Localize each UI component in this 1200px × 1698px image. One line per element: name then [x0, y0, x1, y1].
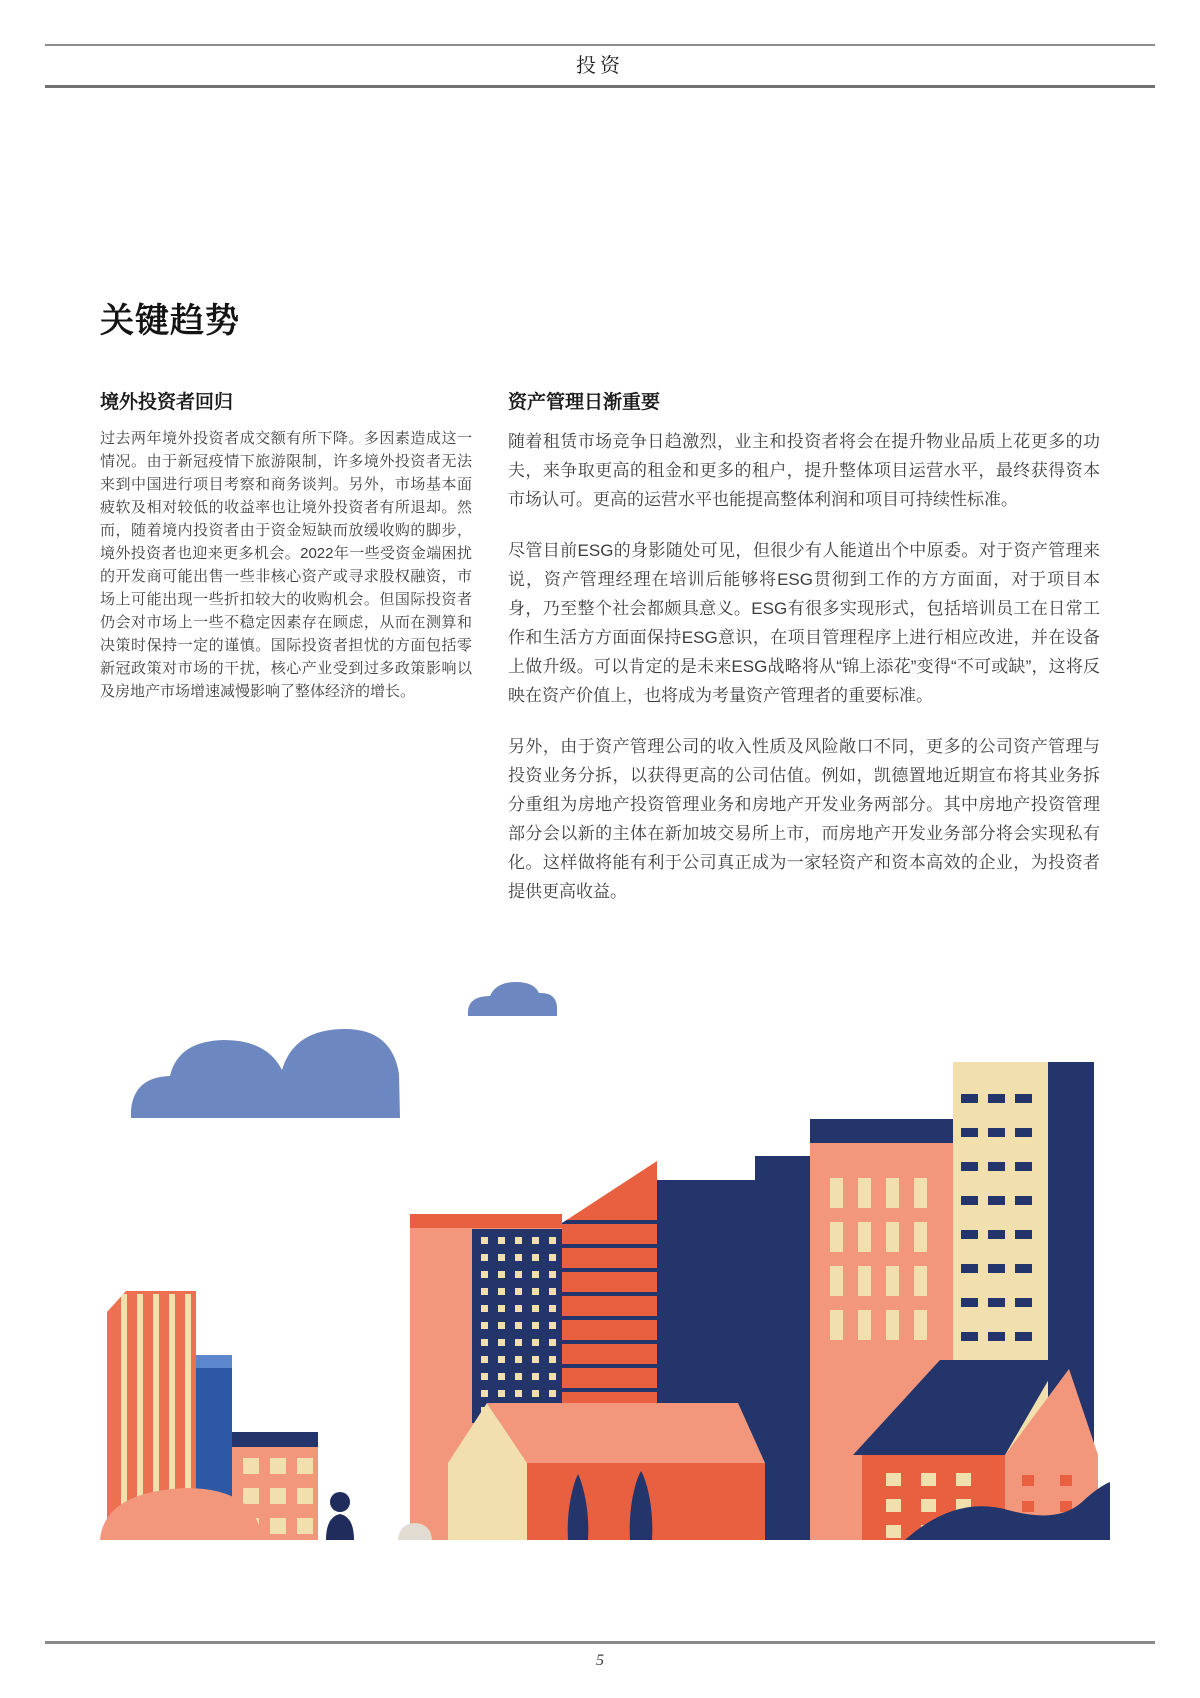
person-icon: [326, 1492, 354, 1540]
cityscape-illustration: [0, 880, 1200, 1545]
right-column-heading: 资产管理日渐重要: [508, 392, 661, 413]
right-column-paragraph: 随着租赁市场竞争日趋激烈，业主和投资者将会在提升物业品质上花更多的功夫，来争取更高的租金和更多的租户，提升整体项目运营水平，最终获得资本市场认可。更高的运营水平也能提高整体利润和项目可持续性标准。: [508, 432, 1100, 509]
header-top-rule: [45, 44, 1155, 46]
cityscape-svg: [0, 880, 1200, 1545]
right-column: [508, 387, 1100, 928]
left-column-paragraph: 过去两年境外投资者成交额有所下降。多因素造成这一情况。由于新冠疫情下旅游限制，许多境外投资者无法来到中国进行项目考察和商务谈判。另外，市场基本面疲软及相对较低的收益率也让境外投资者有所退却。然而，随着境内投资者由于资金短缺而放缓收购的脚步，境外投资者也迎来更多机会。2022年一些受资金端困扰的开发商可能出售一些非核心资产或寻求股权融资，市场上可能出现一些折扣较大的收购机会。但国际投资者仍会对市场上一些不稳定因素存在顾虑，从而在测算和决策时保持一定的谨慎。国际投资者担忧的方面包括零新冠政策对市场的干扰，核心产业受到过多政策影响以及房地产市场增速减慢影响了整体经济的增长。: [100, 430, 472, 700]
left-column-heading: 境外投资者回归: [100, 392, 234, 413]
right-column-paragraph: 尽管目前ESG的身影随处可见，但很少有人能道出个中原委。对于资产管理来说，资产管理经理在培训后能够将ESG贯彻到工作的方方面面，对于项目本身，乃至整个社会都颇具意义。ESG有很多实现形式，包括培训员工在日常工作和生活方方面面保持ESG意识，在项目管理程序上进行相应改进，并在设备上做升级。可以肯定的是未来ESG战略将从“锦上添花”变得“不可或缺”，这将反映在资产价值上，也将成为考量资产管理者的重要标准。: [508, 541, 1100, 705]
right-column-paragraph: 另外，由于资产管理公司的收入性质及风险敞口不同，更多的公司资产管理与投资业务分拆，以获得更高的公司估值。例如，凯德置地近期宣布将其业务拆分重组为房地产投资管理业务和房地产开发业务两部分。其中房地产投资管理部分会以新的主体在新加坡交易所上市，而房地产开发业务部分将会实现私有化。这样做将能有利于公司真正成为一家轻资产和资本高效的企业，为投资者提供更高收益。: [508, 737, 1100, 901]
left-column: [100, 387, 472, 703]
header-bottom-rule: [45, 85, 1155, 88]
cloud-icon: [131, 982, 557, 1118]
page-title: 关键趋势: [100, 302, 240, 340]
header-section-title: 投资: [576, 55, 624, 77]
page-number: 5: [596, 1652, 604, 1669]
footer-rule: [45, 1641, 1155, 1644]
